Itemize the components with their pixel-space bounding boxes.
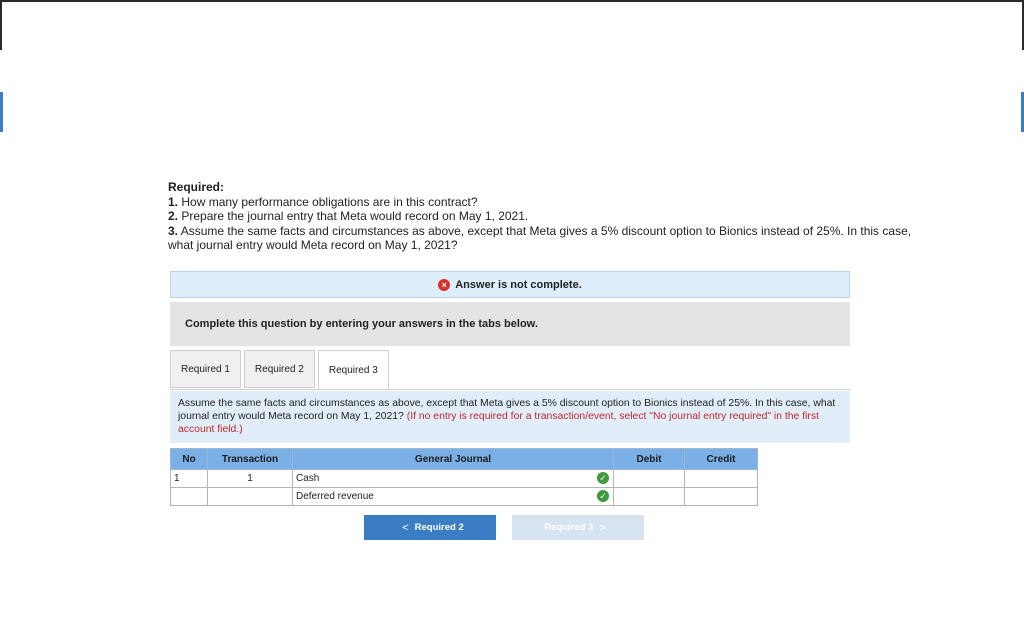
instruction-text: Assume the same facts and circumstances as above, except that Meta gives a 5% discount option to Bionics instead of 25%. In this case, what journal entry would Meta record on May 1, 2021? bbox=[178, 398, 836, 422]
header-credit: Credit bbox=[685, 449, 758, 470]
check-icon: ✓ bbox=[597, 472, 609, 484]
table-row bbox=[171, 488, 758, 506]
credit-input[interactable] bbox=[685, 470, 758, 488]
required-section bbox=[168, 180, 928, 253]
required-item-3: 3. Assume the same facts and circumstances as above, except that Meta gives a 5% discount option to Bionics instead of 25%. In this case, what journal entry would Meta record on May 1, 2021? bbox=[168, 223, 912, 253]
required-item-1: 1. How many performance obligations are in this contract? bbox=[168, 194, 478, 209]
header-general-journal: General Journal bbox=[293, 449, 614, 470]
answer-status-banner bbox=[170, 271, 850, 298]
debit-input[interactable] bbox=[614, 470, 685, 488]
required-item-2: 2. Prepare the journal entry that Meta would record on May 1, 2021. bbox=[168, 209, 529, 224]
header-debit: Debit bbox=[614, 449, 685, 470]
tab-bar bbox=[170, 350, 392, 390]
next-button-label: Required 3 bbox=[544, 522, 594, 533]
credit-input[interactable] bbox=[685, 488, 758, 506]
tab-required-2[interactable]: Required 2 bbox=[244, 350, 315, 388]
answer-status-text: Answer is not complete. bbox=[455, 278, 582, 291]
x-circle-icon: × bbox=[438, 279, 450, 291]
header-no: No bbox=[171, 449, 208, 470]
row-transaction: 1 bbox=[208, 470, 293, 488]
tab-divider bbox=[170, 389, 850, 390]
instruction-hint: (If no entry is required for a transaction/event, select "No journal entry required" in the first account field.) bbox=[178, 411, 819, 435]
table-row bbox=[171, 470, 758, 488]
account-select[interactable] bbox=[293, 488, 614, 506]
journal-header-row bbox=[171, 449, 758, 470]
row-transaction bbox=[208, 488, 293, 506]
chevron-right-icon: > bbox=[599, 521, 606, 534]
left-accent-bar bbox=[0, 92, 3, 132]
question-instruction bbox=[170, 391, 850, 443]
prev-button-label: Required 2 bbox=[414, 522, 464, 533]
chevron-left-icon: < bbox=[402, 521, 409, 534]
next-required-button[interactable] bbox=[512, 515, 644, 540]
required-title: Required: bbox=[168, 180, 225, 194]
window-left-border bbox=[0, 0, 2, 50]
instructions-text: Complete this question by entering your answers in the tabs below. bbox=[185, 318, 538, 330]
instructions-banner bbox=[170, 302, 850, 346]
window-top-border bbox=[0, 0, 1024, 2]
tab-required-3[interactable]: Required 3 bbox=[318, 350, 389, 390]
debit-input[interactable] bbox=[614, 488, 685, 506]
check-icon: ✓ bbox=[597, 490, 609, 502]
journal-table bbox=[170, 448, 758, 506]
row-no: 1 bbox=[171, 470, 208, 488]
tab-required-1[interactable]: Required 1 bbox=[170, 350, 241, 388]
account-name: Cash bbox=[296, 473, 320, 484]
row-no bbox=[171, 488, 208, 506]
account-name: Deferred revenue bbox=[296, 491, 374, 502]
prev-required-button[interactable] bbox=[364, 515, 496, 540]
header-transaction: Transaction bbox=[208, 449, 293, 470]
account-select[interactable] bbox=[293, 470, 614, 488]
